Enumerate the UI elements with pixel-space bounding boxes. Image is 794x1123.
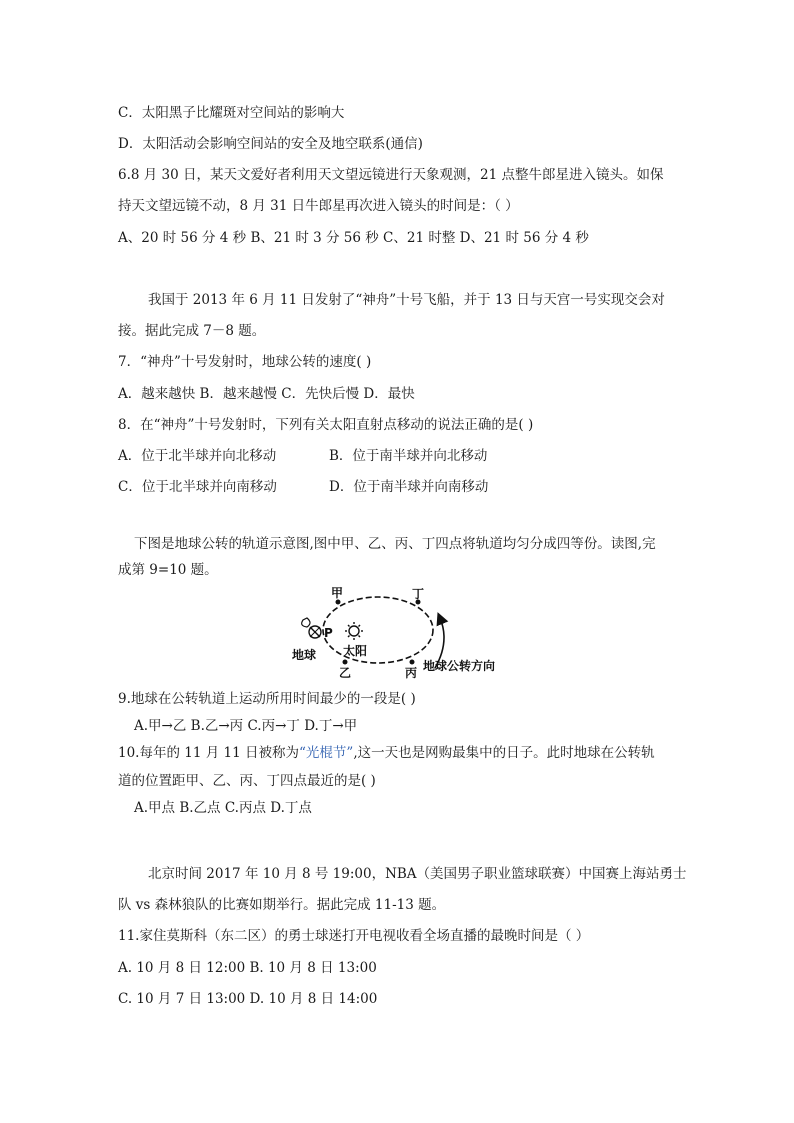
question-8-option-a: A．位于北半球并向北移动	[118, 448, 277, 464]
intro-11-13-line2: 队 vs 森林狼队的比赛如期举行。据此完成 11-13 题。	[118, 897, 446, 913]
question-10-suffix: ,这一天也是网购最集中的日子。此时地球在公转轨	[353, 745, 655, 761]
label-earth: 地球	[292, 648, 317, 662]
question-10-line2: 道的位置距甲、乙、丙、丁四点最近的是( )	[118, 773, 376, 789]
question-7: 7．“神舟”十号发射时，地球公转的速度( )	[118, 354, 372, 370]
intro-7-8-line2: 接。据此完成 7－8 题。	[118, 323, 266, 339]
label-direction: 地球公转方向	[423, 659, 496, 673]
label-bing: 丙	[405, 666, 418, 680]
question-8-option-b: B．位于南半球并向北移动	[329, 448, 488, 464]
option-c-q5: C．太阳黑子比耀斑对空间站的影响大	[118, 105, 345, 121]
orbit-ellipse	[323, 597, 433, 663]
earth-orbit-diagram	[285, 580, 515, 680]
question-7-options: A．越来越快 B．越来越慢 C．先快后慢 D．最快	[118, 386, 415, 402]
point-yi	[343, 660, 348, 665]
question-10-prefix: 10.每年的 11 月 11 日被称为	[118, 745, 299, 761]
label-sun: 太阳	[343, 644, 368, 658]
intro-7-8-line1: 我国于 2013 年 6 月 11 日发射了“神舟”十号飞船，并于 13 日与天宫一号实现交会对	[148, 292, 665, 308]
question-9: 9.地球在公转轨道上运动所用时间最少的一段是( )	[118, 691, 416, 707]
question-10-options: A.甲点 B.乙点 C.丙点 D.丁点	[134, 800, 312, 816]
question-9-options: A.甲→乙 B.乙→丙 C.丙→丁 D.丁→甲	[134, 718, 358, 734]
singles-day-highlight: “光棍节”	[299, 745, 354, 761]
point-bing	[410, 660, 415, 665]
question-8-option-c: C．位于北半球并向南移动	[118, 479, 277, 495]
intro-9-10-line2: 成第 9=10 题。	[118, 562, 218, 578]
sun-icon	[345, 622, 363, 640]
label-p: P	[324, 626, 333, 640]
question-8-option-d: D．位于南半球并向南移动	[329, 479, 489, 495]
label-ding: 丁	[412, 587, 425, 601]
question-10-line1	[118, 743, 655, 763]
point-jia	[336, 600, 341, 605]
question-8: 8．在“神舟”十号发射时，下列有关太阳直射点移动的说法正确的是( )	[118, 417, 534, 433]
question-6-line1: 6.8 月 30 日，某天文爱好者利用天文望远镜进行天象观测，21 点整牛郎星进入镜头。如保	[118, 167, 664, 183]
intro-9-10-line1: 下图是地球公转的轨道示意图,图中甲、乙、丙、丁四点将轨道均匀分成四等份。读图,完	[134, 536, 656, 552]
label-jia: 甲	[331, 586, 344, 600]
question-11: 11.家住莫斯科（东二区）的勇士球迷打开电视收看全场直播的最晚时间是（ ）	[118, 928, 590, 944]
intro-11-13-line1: 北京时间 2017 年 10 月 8 号 19:00，NBA（美国男子职业篮球联赛）中国赛上海站勇士	[148, 866, 687, 882]
question-11-options-cd: C. 10 月 7 日 13:00 D. 10 月 8 日 14:00	[118, 991, 378, 1007]
question-11-options-ab: A. 10 月 8 日 12:00 B. 10 月 8 日 13:00	[118, 960, 377, 976]
label-yi: 乙	[339, 666, 352, 680]
earth-icon	[302, 618, 321, 638]
option-d-q5: D．太阳活动会影响空间站的安全及地空联系(通信)	[118, 136, 423, 152]
question-6-options: A、20 时 56 分 4 秒 B、21 时 3 分 56 秒 C、21 时整 D、21 时 56 分 4 秒	[118, 230, 589, 246]
question-6-line2: 持天文望远镜不动，8 月 31 日牛郎星再次进入镜头的时间是：（ ）	[118, 198, 519, 214]
